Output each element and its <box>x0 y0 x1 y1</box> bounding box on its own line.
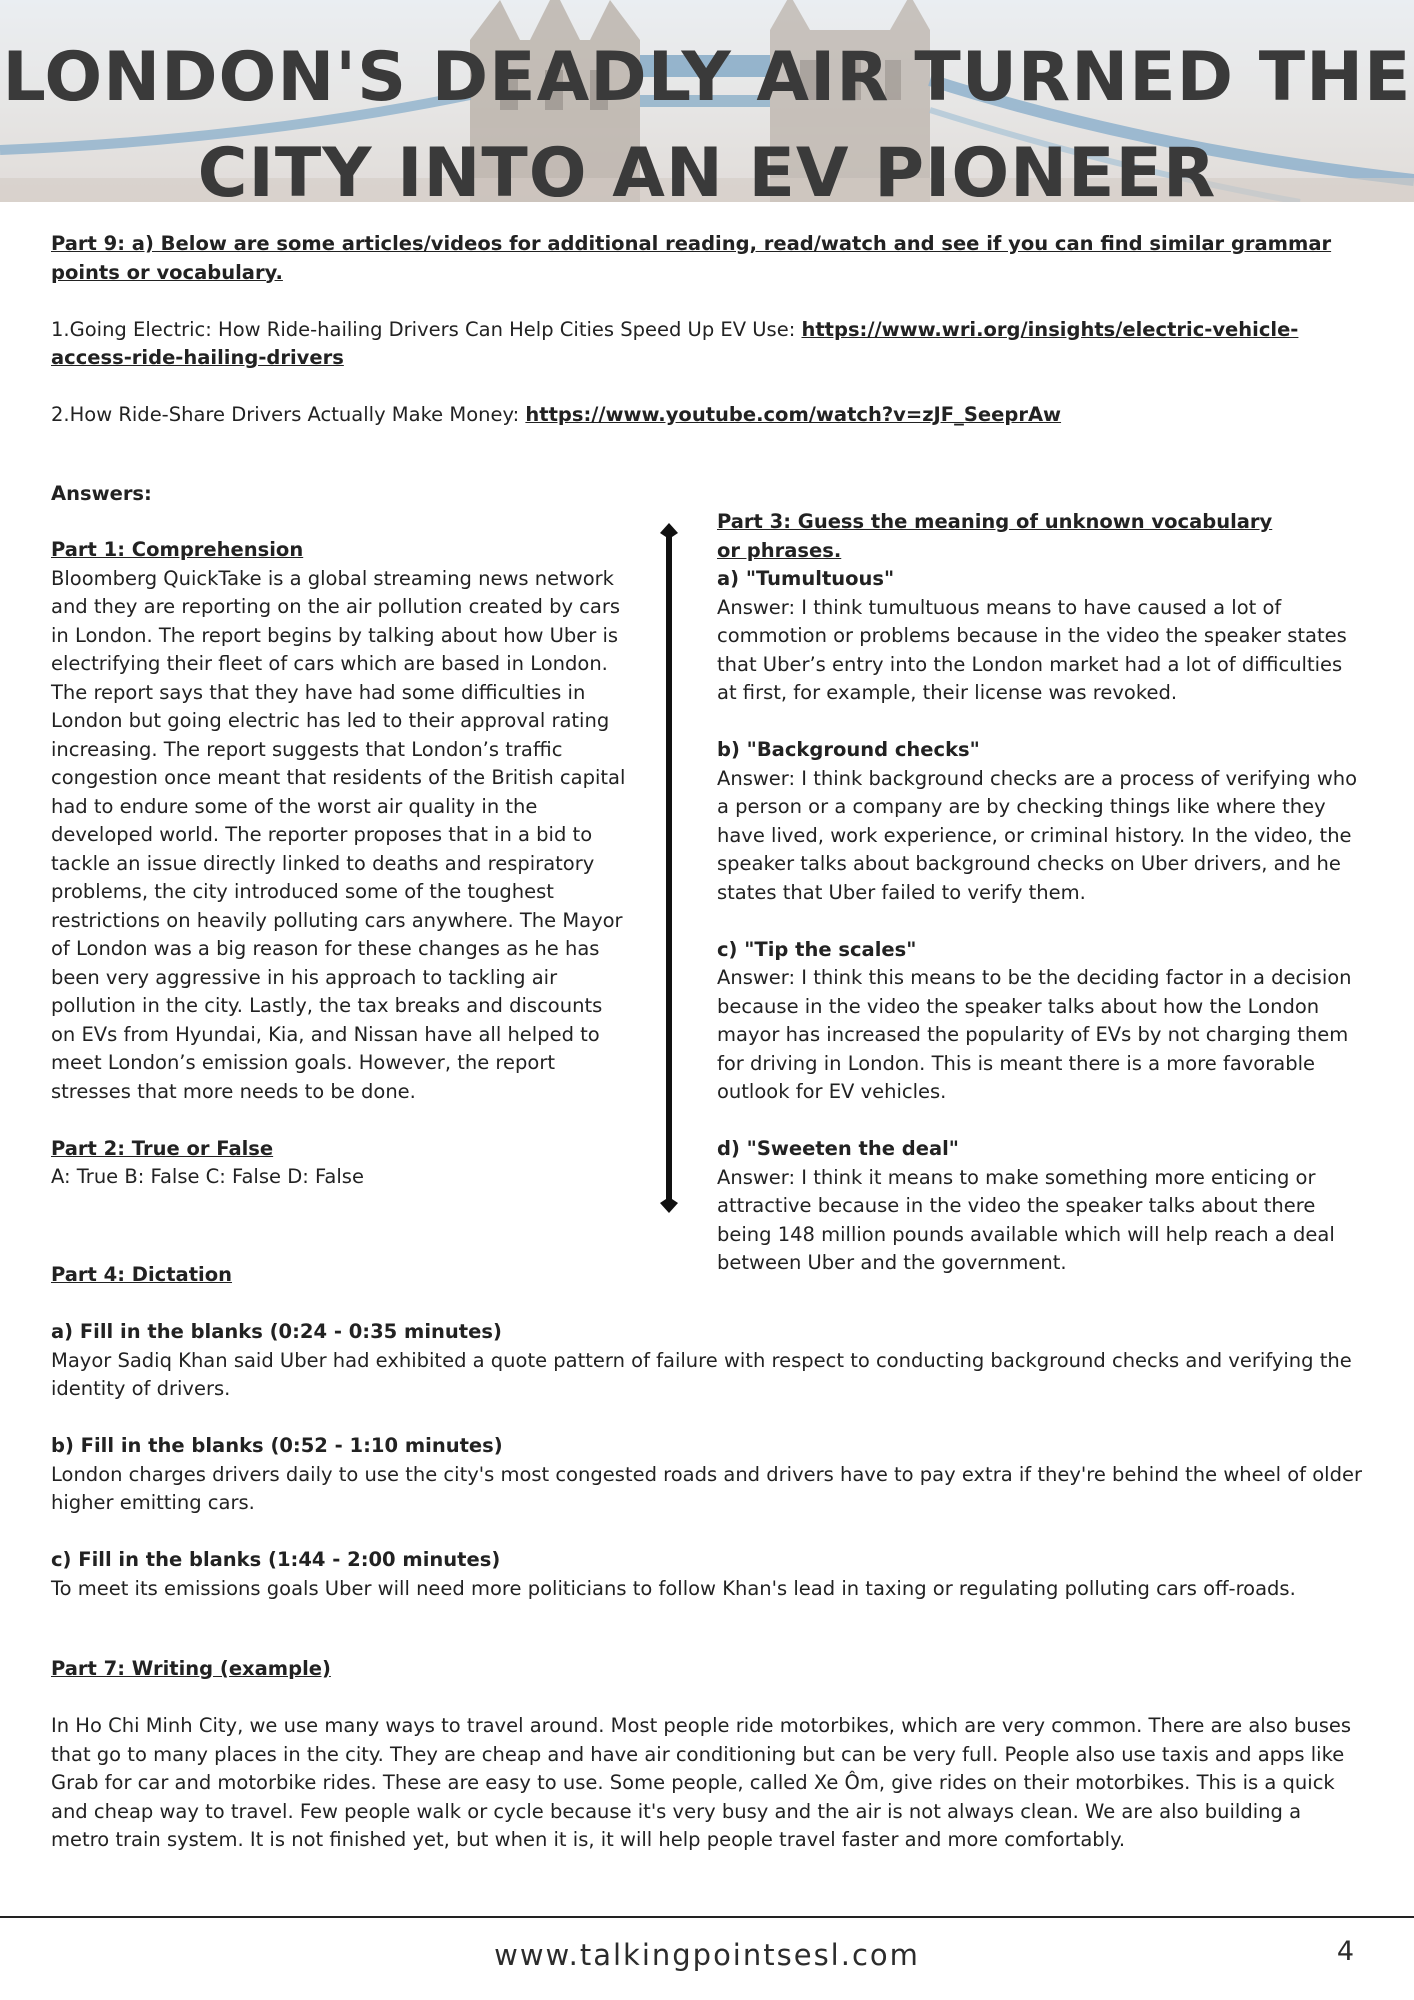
page-title <box>0 30 1414 202</box>
part3-item <box>717 936 1367 1107</box>
right-column <box>717 508 1367 1278</box>
footer-url[interactable]: www.talkingpointsesl.com <box>494 1938 920 1972</box>
part3-answer: Answer: I think it means to make something more enticing or attractive because in the video the speaker talks about there being 148 million pounds available which will help reach a deal between Uber and the government. <box>717 1165 1335 1274</box>
part4-heading-block <box>51 1261 232 1290</box>
title-line-1: LONDON'S DEADLY AIR TURNED THE <box>2 38 1412 117</box>
part9-item-1-link[interactable]: https://www.wri.org/insights/electric-vehicle-access-ride-hailing-drivers <box>51 317 1299 369</box>
part7-section <box>51 1655 1363 1855</box>
part9-item-2 <box>51 401 1363 430</box>
dictation-label: b) Fill in the blanks (0:52 - 1:10 minutes) <box>51 1434 503 1457</box>
dictation-text: To meet its emissions goals Uber will need more politicians to follow Khan's lead in taxing or regulating polluting cars off-roads. <box>51 1576 1296 1600</box>
part4-heading: Part 4: Dictation <box>51 1263 233 1286</box>
part3-item <box>717 736 1367 907</box>
part2-heading: Part 2: True or False <box>51 1136 274 1160</box>
part3-heading: Part 3: Guess the meaning of unknown vocabulary or phrases. <box>717 510 1273 562</box>
footer-divider <box>0 1916 1414 1918</box>
part2-body: A: True B: False C: False D: False <box>51 1165 364 1188</box>
column-divider <box>656 523 682 1213</box>
left-column <box>51 536 631 1192</box>
part9-item-1-text: 1.Going Electric: How Ride-hailing Drivers Can Help Cities Speed Up EV Use: <box>51 317 802 341</box>
part1-heading: Part 1: Comprehension <box>51 538 304 561</box>
part9-item-2-text: 2.How Ride-Share Drivers Actually Make Money: <box>51 403 526 426</box>
part3-term: d) "Sweeten the deal" <box>717 1137 959 1160</box>
page-number: 4 <box>1336 1936 1354 1967</box>
dictation-text: Mayor Sadiq Khan said Uber had exhibited a quote pattern of failure with respect to conducting background checks and verifying the identity of drivers. <box>51 1348 1352 1400</box>
part9-item-2-link[interactable]: https://www.youtube.com/watch?v=zJF_SeeprAw <box>525 403 1062 426</box>
part1-body: Bloomberg QuickTake is a global streaming news network and they are reporting on the air pollution created by cars in London. The report begins by talking about how Uber is electrifying their fleet of cars which are based in London. The report says that they have had some difficulties in London but going electric has led to their approval rating increasing. The report suggests that London’s traffic congestion once meant that residents of the British capital had to endure some of the worst air quality in the developed world. The reporter proposes that in a bid to tackle an issue directly linked to deaths and respiratory problems, the city introduced some of the toughest restrictions on heavily polluting cars anywhere. The Mayor of London was a big reason for these changes as he has been very aggressive in his approach to tackling air pollution in the city. Lastly, the tax breaks and discounts on EVs from Hyundai, Kia, and Nissan have all helped to meet London’s emission goals. However, the report stresses that more needs to be done. <box>51 566 626 1103</box>
part3-answer: Answer: I think tumultuous means to have caused a lot of commotion or problems because in the video the speaker states that Uber’s entry into the London market had a lot of difficulties at first, for example, their license was revoked. <box>717 595 1347 704</box>
part9-section <box>51 230 1363 430</box>
answers-label: Answers: <box>51 482 152 505</box>
part3-answer: Answer: I think this means to be the deciding factor in a decision because in the video the speaker talks about how the London mayor has increased the popularity of EVs by not charging them for driving in London. This is meant there is a more favorable outlook for EV vehicles. <box>717 966 1352 1103</box>
part3-item <box>717 1135 1367 1278</box>
part7-heading: Part 7: Writing (example) <box>51 1657 331 1680</box>
part3-term: b) "Background checks" <box>717 738 980 761</box>
part3-term: c) "Tip the scales" <box>717 937 917 961</box>
part7-body: In Ho Chi Minh City, we use many ways to travel around. Most people ride motorbikes, which are very common. There are also buses that go to many places in the city. They are cheap and have air conditioning but can be very full. People also use taxis and apps like Grab for car and motorbike rides. These are easy to use. Some people, called Xe Ôm, give rides on their motorbikes. This is a quick and cheap way to travel. Few people walk or cycle because it's very busy and the air is not always clean. We are also building a metro train system. It is not finished yet, but when it is, it will help people travel faster and more comfortably. <box>51 1714 1352 1851</box>
dictation-text: London charges drivers daily to use the city's most congested roads and drivers have to pay extra if they're behind the wheel of older higher emitting cars. <box>51 1462 1362 1514</box>
part3-answer: Answer: I think background checks are a process of verifying who a person or a company are by checking things like where they have lived, work experience, or criminal history. In the video, the speaker talks about background checks on Uber drivers, and he states that Uber failed to verify them. <box>717 766 1358 904</box>
header-banner <box>0 0 1414 202</box>
dictation-label: a) Fill in the blanks (0:24 - 0:35 minutes) <box>51 1320 502 1343</box>
part3-term: a) "Tumultuous" <box>717 567 895 590</box>
part4-section <box>51 1318 1381 1603</box>
part9-heading: Part 9: a) Below are some articles/videos for additional reading, read/watch and see if you can find similar grammar points or vocabulary. <box>51 232 1332 284</box>
part9-item-1 <box>51 316 1363 373</box>
part3-item <box>717 565 1367 708</box>
dictation-label: c) Fill in the blanks (1:44 - 2:00 minutes) <box>51 1548 501 1571</box>
title-line-2: CITY INTO AN EV PIONEER <box>197 134 1217 202</box>
